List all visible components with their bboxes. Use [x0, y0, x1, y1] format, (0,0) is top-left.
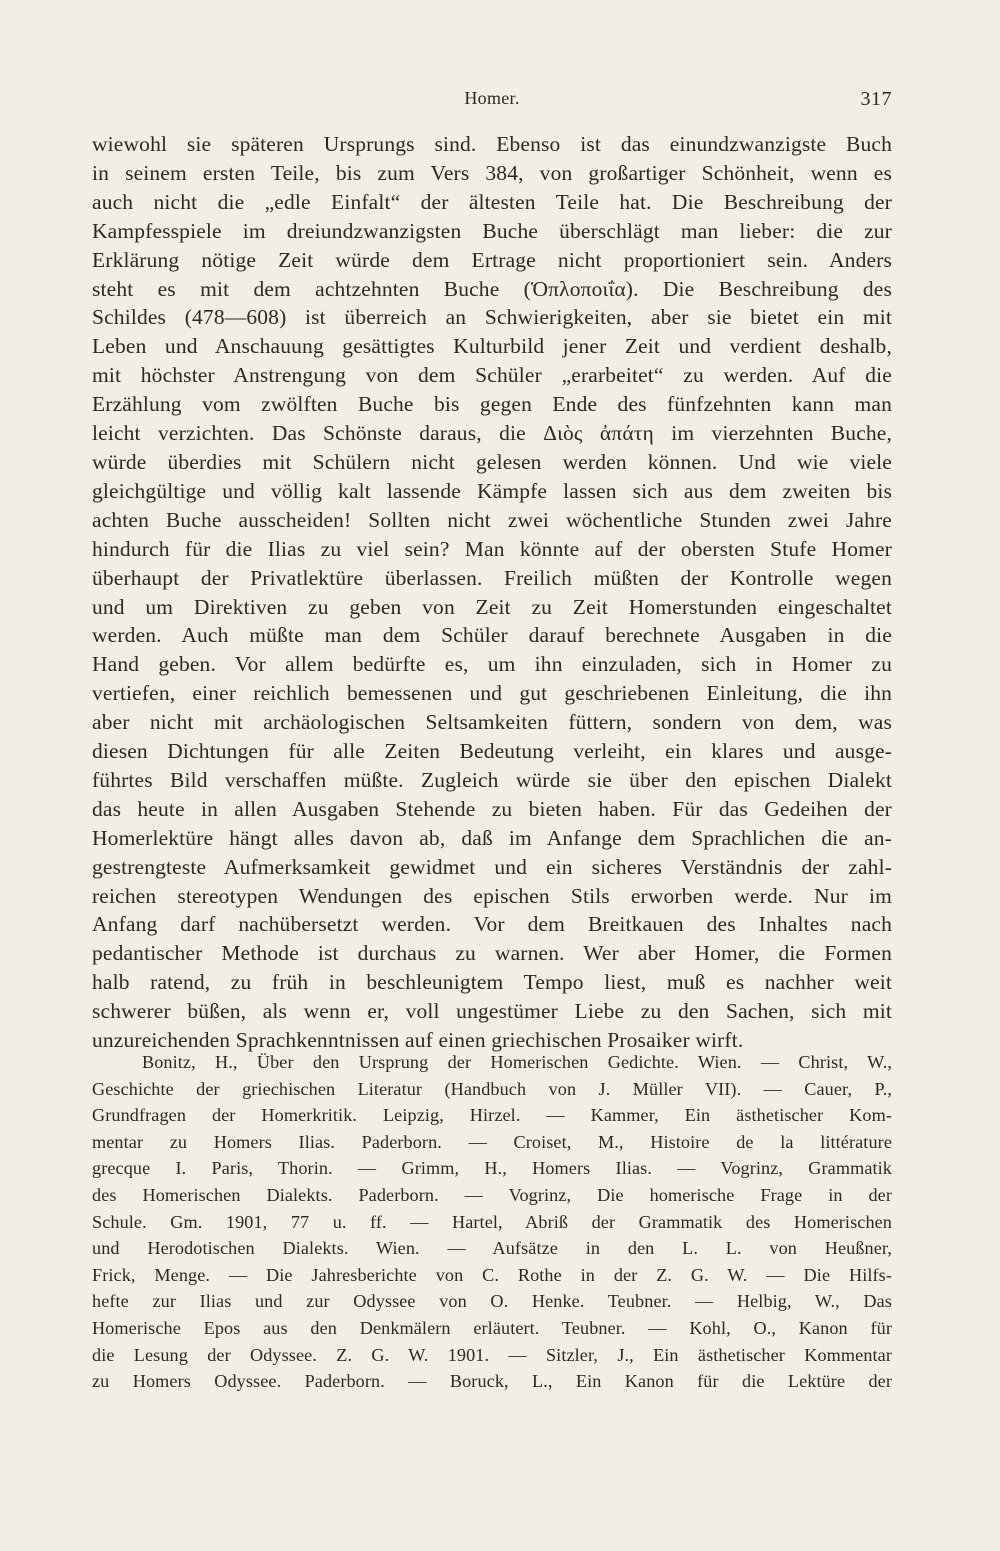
text-line: wiewohl sie späteren Ursprungs sind. Ebenso ist das einundzwanzigste Buch	[92, 132, 892, 156]
text-line: unzureichenden Sprachkenntnissen auf einen griechischen Prosaiker wirft.	[92, 1028, 744, 1053]
text-line: achten Buche ausscheiden! Sollten nicht zwei wöchentliche Stunden zwei Jahre	[92, 507, 892, 532]
text-line: Schildes (478—608) ist überreich an Schwierigkeiten, aber sie bietet ein mit	[92, 305, 892, 330]
text-line: Erklärung nötige Zeit würde dem Ertrage nicht proportioniert sein. Anders	[92, 247, 892, 272]
page-header	[92, 88, 892, 116]
bibliography-line: Schule. Gm. 1901, 77 u. ff. — Hartel, Abriß der Grammatik des Homerischen	[92, 1211, 892, 1232]
text-line: steht es mit dem achtzehnten Buche (Ὁπλοποιΐα). Die Beschreibung des	[92, 276, 892, 301]
text-line: in seinem ersten Teile, bis zum Vers 384, von großartiger Schönheit, wenn es	[92, 160, 892, 185]
bibliography-line: Grundfragen der Homerkritik. Leipzig, Hirzel. — Kammer, Ein ästhetischer Kom-	[92, 1105, 892, 1126]
text-line: Homerlektüre hängt alles davon ab, daß im Anfange dem Sprachlichen die an-	[92, 825, 892, 850]
text-line: reichen stereotypen Wendungen des epischen Stils erworben werde. Nur im	[92, 883, 892, 908]
page-number: 317	[860, 88, 892, 110]
text-line: und um Direktiven zu geben von Zeit zu Zeit Homerstunden eingeschaltet	[92, 594, 892, 619]
text-line: das heute in allen Ausgaben Stehende zu bieten haben. Für das Gedeihen der	[92, 796, 892, 821]
bibliography-line: mentar zu Homers Ilias. Paderborn. — Croiset, M., Histoire de la littérature	[92, 1131, 892, 1152]
text-line: aber nicht mit archäologischen Seltsamkeiten füttern, sondern von dem, was	[92, 710, 892, 735]
main-text-block	[92, 130, 892, 1055]
text-line: diesen Dichtungen für alle Zeiten Bedeutung verleiht, ein klares und ausge-	[92, 739, 892, 764]
text-line: hindurch für die Ilias zu viel sein? Man könnte auf der obersten Stufe Homer	[92, 536, 892, 561]
bibliography-line: des Homerischen Dialekts. Paderborn. — Vogrinz, Die homerische Frage in der	[92, 1184, 892, 1205]
text-line: leicht verzichten. Das Schönste daraus, die Διὸς ἀπάτη im vierzehnten Buche,	[92, 421, 892, 446]
bibliography-block	[92, 1049, 892, 1395]
bibliography-line: hefte zur Ilias und zur Odyssee von O. Henke. Teubner. — Helbig, W., Das	[92, 1291, 892, 1312]
bibliography-line: Homerische Epos aus den Denkmälern erläutert. Teubner. — Kohl, O., Kanon für	[92, 1317, 892, 1338]
text-line: überhaupt der Privatlektüre überlassen. Freilich müßten der Kontrolle wegen	[92, 565, 892, 590]
bibliography-line: Geschichte der griechischen Literatur (Handbuch von J. Müller VII). — Cauer, P.,	[92, 1078, 892, 1099]
text-line: schwerer büßen, als wenn er, voll ungestümer Liebe zu den Sachen, sich mit	[92, 999, 892, 1024]
text-line: Erzählung vom zwölften Buche bis gegen Ende des fünfzehnten kann man	[92, 392, 892, 417]
bibliography-line: zu Homers Odyssee. Paderborn. — Boruck, L., Ein Kanon für die Lektüre der	[92, 1371, 892, 1392]
text-line: Anfang darf nachübersetzt werden. Vor dem Breitkauen des Inhaltes nach	[92, 912, 892, 937]
text-line: halb ratend, zu früh in beschleunigtem Tempo liest, muß es nachher weit	[92, 970, 892, 995]
text-line: führtes Bild verschaffen müßte. Zugleich würde sie über den epischen Dialekt	[92, 767, 892, 792]
text-line: pedantischer Methode ist durchaus zu warnen. Wer aber Homer, die Formen	[92, 941, 892, 966]
bibliography-line: grecque I. Paris, Thorin. — Grimm, H., Homers Ilias. — Vogrinz, Grammatik	[92, 1158, 892, 1179]
text-line: Hand geben. Vor allem bedürfte es, um ihn einzuladen, sich in Homer zu	[92, 652, 892, 677]
text-line: gestrengteste Aufmerksamkeit gewidmet und ein sicheres Verständnis der zahl-	[92, 854, 892, 879]
bibliography-line: und Herodotischen Dialekts. Wien. — Aufsätze in den L. L. von Heußner,	[92, 1238, 892, 1259]
text-line: auch nicht die „edle Einfalt“ der ältesten Teile hat. Die Beschreibung der	[92, 189, 892, 214]
bibliography-line: die Lesung der Odyssee. Z. G. W. 1901. — Sitzler, J., Ein ästhetischer Kommentar	[92, 1344, 892, 1365]
text-line: Leben und Anschauung gesättigtes Kulturbild jener Zeit und verdient deshalb,	[92, 334, 892, 359]
text-line: würde überdies mit Schülern nicht gelesen werden können. Und wie viele	[92, 449, 892, 474]
text-line: gleichgültige und völlig kalt lassende Kämpfe lassen sich aus dem zweiten bis	[92, 478, 892, 503]
bibliography-line: Bonitz, H., Über den Ursprung der Homerischen Gedichte. Wien. — Christ, W.,	[142, 1052, 892, 1072]
running-title: Homer.	[464, 88, 520, 108]
text-line: Kampfesspiele im dreiundzwanzigsten Buche überschlägt man lieber: die zur	[92, 218, 892, 243]
text-line: vertiefen, einer reichlich bemessenen und gut geschriebenen Einleitung, die ihn	[92, 681, 892, 706]
bibliography-line: Frick, Menge. — Die Jahresberichte von C. Rothe in der Z. G. W. — Die Hilfs-	[92, 1264, 892, 1285]
text-line: mit höchster Anstrengung von dem Schüler „erarbeitet“ zu werden. Auf die	[92, 363, 892, 388]
text-line: werden. Auch müßte man dem Schüler darauf berechnete Ausgaben in die	[92, 623, 892, 648]
